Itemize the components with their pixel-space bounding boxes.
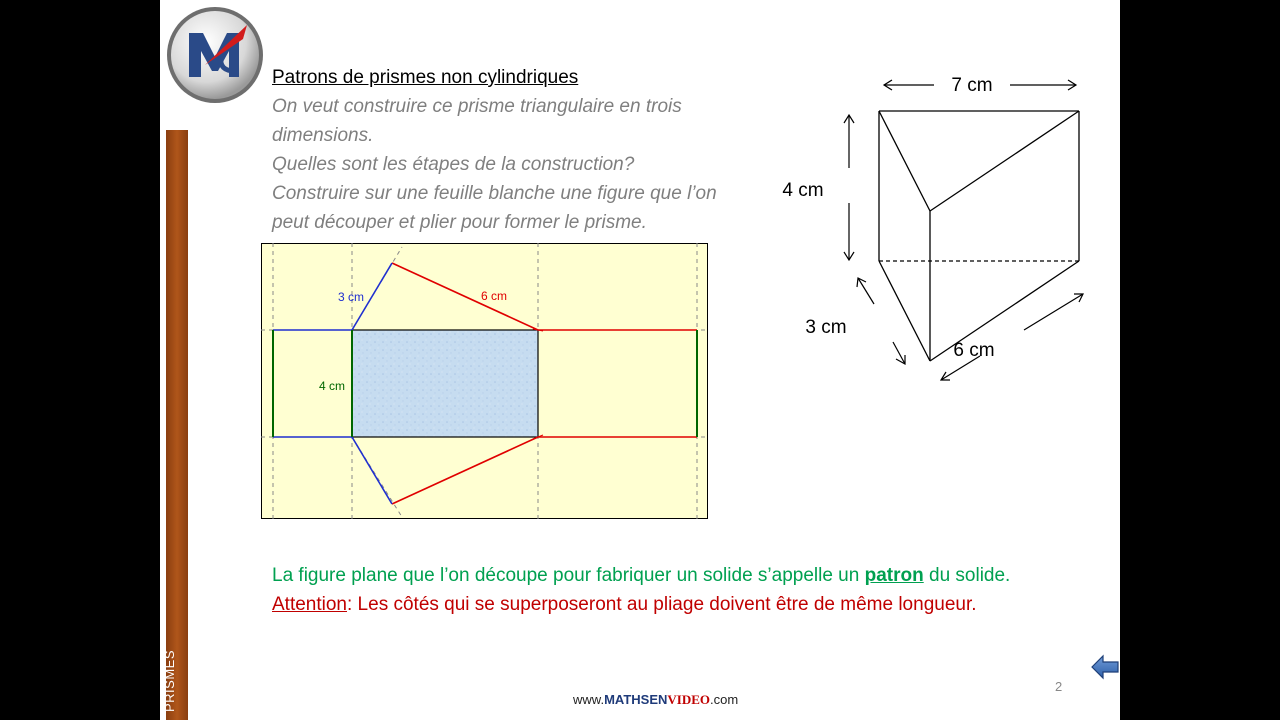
intro-line: On veut construire ce prisme triangulaire en trois bbox=[272, 96, 682, 117]
text-block bbox=[272, 63, 792, 237]
prism-label-7cm: 7 cm bbox=[951, 75, 993, 96]
net-diagram bbox=[261, 243, 708, 519]
page-number: 2 bbox=[1055, 679, 1063, 694]
net-base-rectangle bbox=[352, 330, 538, 437]
sidebar-bar bbox=[166, 130, 188, 720]
back-arrow-icon[interactable] bbox=[1090, 653, 1120, 681]
attention-label: Attention bbox=[272, 594, 347, 615]
net-label-6cm: 6 cm bbox=[481, 289, 508, 303]
page-title: Patrons de prismes non cylindriques bbox=[272, 67, 579, 88]
attention-text: : Les côtés qui se superposeront au pliage doivent être de même longueur. bbox=[347, 594, 977, 615]
intro-line: Construire sur une feuille blanche une figure que l’on bbox=[272, 183, 717, 204]
footer-brand: MATHSEN bbox=[604, 692, 668, 707]
footer-suffix: .com bbox=[710, 692, 739, 707]
conclusion-text: La figure plane que l’on découpe pour fabriquer un solide s’appelle un bbox=[272, 565, 865, 586]
slide bbox=[160, 0, 1120, 720]
footer-brand-red: VIDEO bbox=[667, 692, 710, 707]
sidebar-label: PRISMES bbox=[162, 649, 177, 712]
logo bbox=[165, 5, 265, 105]
net-label-3cm: 3 cm bbox=[338, 290, 365, 304]
footer-prefix: www. bbox=[573, 692, 605, 707]
footer[interactable] bbox=[573, 692, 738, 708]
prism-label-3cm: 3 cm bbox=[805, 317, 847, 338]
patron-keyword: patron bbox=[864, 565, 924, 586]
intro-line: dimensions. bbox=[272, 125, 374, 146]
net-label-4cm: 4 cm bbox=[319, 379, 346, 393]
intro-line: peut découper et plier pour former le prisme. bbox=[272, 212, 647, 233]
intro-line: Quelles sont les étapes de la construction? bbox=[272, 154, 635, 175]
prism-label-6cm: 6 cm bbox=[953, 340, 995, 361]
conclusion bbox=[272, 561, 1072, 619]
prism-label-4cm: 4 cm bbox=[782, 180, 824, 201]
prism-diagram bbox=[782, 60, 1100, 390]
conclusion-text-end: du solide. bbox=[923, 565, 1011, 586]
